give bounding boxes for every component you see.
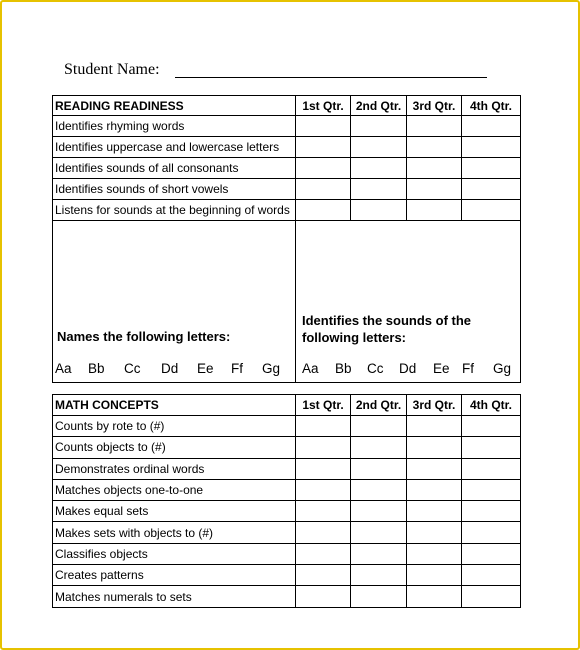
math-skill-label: Classifies objects: [53, 543, 296, 564]
grade-cell[interactable]: [462, 200, 521, 221]
grade-cell[interactable]: [407, 479, 462, 500]
table-row: [53, 437, 521, 458]
letter-sound-letter: Dd: [399, 360, 417, 376]
grade-cell[interactable]: [351, 522, 407, 543]
table-row: [53, 158, 521, 179]
grade-cell[interactable]: [462, 158, 521, 179]
student-name-label: Student Name:: [64, 61, 160, 78]
grade-cell[interactable]: [462, 479, 521, 500]
letter-name-letter: Cc: [124, 360, 141, 376]
table-row: [53, 179, 521, 200]
grade-cell[interactable]: [462, 543, 521, 564]
table-row: [53, 586, 521, 607]
letter-sounds-cell: [296, 221, 521, 383]
math-skill-label: Makes sets with objects to (#): [53, 522, 296, 543]
reading-skill-label: Identifies sounds of short vowels: [53, 179, 296, 200]
table-row: [53, 479, 521, 500]
grade-cell[interactable]: [351, 565, 407, 586]
grade-cell[interactable]: [462, 501, 521, 522]
grade-cell[interactable]: [462, 565, 521, 586]
grade-cell[interactable]: [296, 158, 351, 179]
math-skill-label: Makes equal sets: [53, 501, 296, 522]
grade-cell[interactable]: [407, 200, 462, 221]
grade-cell[interactable]: [407, 437, 462, 458]
grade-cell[interactable]: [296, 179, 351, 200]
letter-sound-letter: Aa: [302, 360, 319, 376]
grade-cell[interactable]: [351, 586, 407, 607]
grade-cell[interactable]: [462, 137, 521, 158]
math-header-q2: 2nd Qtr.: [351, 395, 407, 416]
grade-cell[interactable]: [462, 416, 521, 437]
grade-cell[interactable]: [296, 200, 351, 221]
math-skill-label: Counts objects to (#): [53, 437, 296, 458]
grade-cell[interactable]: [351, 200, 407, 221]
grade-cell[interactable]: [407, 179, 462, 200]
grade-cell[interactable]: [351, 458, 407, 479]
grade-cell[interactable]: [407, 586, 462, 607]
letter-name-letter: Ff: [231, 360, 243, 376]
reading-skill-label: Listens for sounds at the beginning of words: [53, 200, 296, 221]
table-row: [53, 200, 521, 221]
table-row: [53, 458, 521, 479]
grade-cell[interactable]: [462, 586, 521, 607]
reading-readiness-table: [52, 95, 521, 383]
grade-cell[interactable]: [407, 522, 462, 543]
letter-name-letter: Aa: [55, 360, 72, 376]
letters-section: [53, 221, 521, 383]
reading-section-title: READING READINESS: [53, 96, 296, 116]
table-row: [53, 137, 521, 158]
letter-names-cell: [53, 221, 296, 383]
reading-skill-label: Identifies rhyming words: [53, 116, 296, 137]
grade-cell[interactable]: [296, 543, 351, 564]
reading-header-q2: 2nd Qtr.: [351, 96, 407, 116]
reading-header-q3: 3rd Qtr.: [407, 96, 462, 116]
reading-header-q4: 4th Qtr.: [462, 96, 521, 116]
grade-cell[interactable]: [462, 437, 521, 458]
grade-cell[interactable]: [351, 137, 407, 158]
grade-cell[interactable]: [407, 458, 462, 479]
grade-cell[interactable]: [296, 479, 351, 500]
grade-cell[interactable]: [351, 179, 407, 200]
grade-cell[interactable]: [407, 158, 462, 179]
grade-cell[interactable]: [407, 116, 462, 137]
table-row: [53, 116, 521, 137]
grade-cell[interactable]: [296, 416, 351, 437]
grade-cell[interactable]: [462, 522, 521, 543]
math-skill-label: Creates patterns: [53, 565, 296, 586]
grade-cell[interactable]: [407, 543, 462, 564]
grade-cell[interactable]: [351, 437, 407, 458]
letter-name-letter: Gg: [262, 360, 281, 376]
grade-cell[interactable]: [296, 501, 351, 522]
reading-skill-label: Identifies sounds of all consonants: [53, 158, 296, 179]
letter-sound-letter: Gg: [493, 360, 512, 376]
table-row: [53, 501, 521, 522]
student-name-line[interactable]: [175, 77, 487, 78]
grade-cell[interactable]: [407, 416, 462, 437]
grade-cell[interactable]: [351, 501, 407, 522]
grade-cell[interactable]: [351, 416, 407, 437]
grade-cell[interactable]: [351, 479, 407, 500]
grade-cell[interactable]: [296, 586, 351, 607]
grade-cell[interactable]: [296, 458, 351, 479]
table-row: [53, 416, 521, 437]
letter-names-title: Names the following letters:: [57, 328, 231, 344]
table-row: [53, 543, 521, 564]
math-header-q3: 3rd Qtr.: [407, 395, 462, 416]
grade-cell[interactable]: [462, 116, 521, 137]
grade-cell[interactable]: [407, 565, 462, 586]
table-row: [53, 522, 521, 543]
math-header-q4: 4th Qtr.: [462, 395, 521, 416]
letter-sounds-title-line1: Identifies the sounds of the: [302, 312, 472, 328]
letter-sound-letter: Ff: [462, 360, 474, 376]
letter-sounds-title: [302, 312, 471, 346]
reading-header-q1: 1st Qtr.: [296, 96, 351, 116]
reading-skill-label: Identifies uppercase and lowercase letters: [53, 137, 296, 158]
math-header-q1: 1st Qtr.: [296, 395, 351, 416]
grade-cell[interactable]: [296, 437, 351, 458]
letter-name-letter: Bb: [88, 360, 105, 376]
grade-cell[interactable]: [407, 137, 462, 158]
math-skill-label: Demonstrates ordinal words: [53, 458, 296, 479]
grade-cell[interactable]: [462, 179, 521, 200]
letter-sounds-title-line2: following letters:: [302, 329, 406, 345]
math-skill-label: Matches numerals to sets: [53, 586, 296, 607]
letter-sound-letter: Ee: [433, 360, 450, 376]
letter-name-letter: Dd: [161, 360, 179, 376]
letter-sound-letter: Bb: [335, 360, 352, 376]
math-section-title: MATH CONCEPTS: [53, 395, 296, 416]
grade-cell[interactable]: [296, 522, 351, 543]
grade-cell[interactable]: [351, 116, 407, 137]
grade-cell[interactable]: [296, 116, 351, 137]
math-skill-label: Counts by rote to (#): [53, 416, 296, 437]
grade-cell[interactable]: [351, 543, 407, 564]
grade-cell[interactable]: [407, 501, 462, 522]
grade-cell[interactable]: [296, 565, 351, 586]
math-concepts-table: [52, 394, 521, 608]
math-skill-label: Matches objects one-to-one: [53, 479, 296, 500]
grade-cell[interactable]: [462, 458, 521, 479]
grade-cell[interactable]: [296, 137, 351, 158]
letter-name-letter: Ee: [197, 360, 214, 376]
table-row: [53, 565, 521, 586]
grade-cell[interactable]: [351, 158, 407, 179]
letter-sound-letter: Cc: [367, 360, 384, 376]
